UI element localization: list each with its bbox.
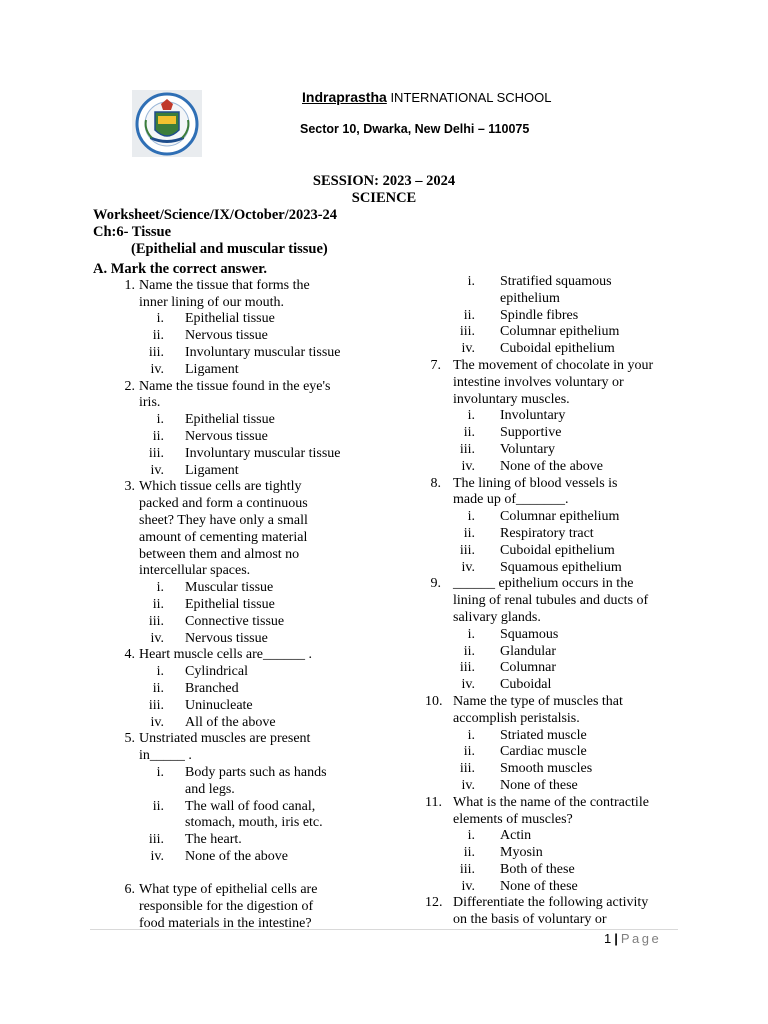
option-numeral: iv. <box>461 458 475 474</box>
answer-option <box>93 412 423 429</box>
question-number: 7. <box>430 357 441 373</box>
option-line: Nervous tissue <box>185 328 268 344</box>
question-line: The movement of chocolate in your <box>453 357 654 373</box>
answer-option <box>425 660 725 677</box>
option-numeral: ii. <box>152 596 164 612</box>
question-line: The lining of blood vessels is <box>453 475 618 491</box>
answer-option <box>425 526 725 543</box>
question-item <box>425 895 725 929</box>
question-line: salivary glands. <box>453 609 541 625</box>
option-numeral: iii. <box>459 660 475 676</box>
question-line: Which tissue cells are tightly <box>139 479 302 495</box>
question-line: Name the type of muscles that <box>453 693 623 709</box>
option-line: Muscular tissue <box>185 580 274 596</box>
option-line: None of these <box>500 777 578 793</box>
question-line: on the basis of voluntary or <box>453 912 607 928</box>
question-item <box>425 274 725 358</box>
answer-options <box>93 412 423 479</box>
question-line: packed and form a continuous <box>139 496 308 512</box>
question-text <box>93 731 423 765</box>
page-footer <box>604 931 661 948</box>
option-numeral: iii. <box>459 324 475 340</box>
answer-option <box>93 698 423 715</box>
question-number: 11. <box>425 794 442 810</box>
question-number: 8. <box>430 475 441 491</box>
option-numeral: i. <box>156 412 164 428</box>
question-line: ______ epithelium occurs in the <box>453 576 634 592</box>
option-line: Cuboidal epithelium <box>500 542 615 558</box>
answer-option <box>93 832 423 849</box>
answer-option <box>425 442 725 459</box>
question-item <box>425 694 725 795</box>
chapter-subtitle: (Epithelial and muscular tissue) <box>131 241 328 257</box>
answer-option <box>93 681 423 698</box>
option-numeral: iv. <box>461 341 475 357</box>
answer-options <box>425 274 725 358</box>
session-title: SESSION: 2023 – 2024 <box>312 173 456 189</box>
option-line: Involuntary <box>500 408 566 424</box>
question-line: made up of_______. <box>453 492 569 508</box>
option-line: Columnar epithelium <box>500 324 620 340</box>
option-line: Spindle fibres <box>500 307 579 323</box>
answer-option <box>425 761 725 778</box>
school-brand: Indraprastha <box>302 89 387 105</box>
subject-title: SCIENCE <box>351 190 417 206</box>
question-item <box>93 647 423 731</box>
answer-option <box>425 543 725 560</box>
option-numeral: iii. <box>148 613 164 629</box>
option-numeral: iv. <box>461 677 475 693</box>
question-text <box>93 882 423 932</box>
question-number: 3. <box>124 479 135 495</box>
option-numeral: ii. <box>152 680 164 696</box>
option-line: Involuntary muscular tissue <box>185 344 341 360</box>
question-item <box>93 278 423 379</box>
option-line: Glandular <box>500 643 556 659</box>
option-numeral: ii. <box>463 525 475 541</box>
question-line: amount of cementing material <box>139 529 308 545</box>
option-numeral: iv. <box>461 559 475 575</box>
option-numeral: i. <box>467 509 475 525</box>
question-line: elements of muscles? <box>453 811 573 827</box>
question-line: between them and almost no <box>139 546 300 562</box>
option-numeral: iv. <box>150 630 164 646</box>
question-line: accomplish peristalsis. <box>453 710 580 726</box>
option-numeral: iii. <box>459 861 475 877</box>
answer-options <box>93 311 423 378</box>
option-line: and legs. <box>185 781 235 797</box>
question-item <box>93 379 423 480</box>
right-column <box>425 274 725 929</box>
answer-option <box>425 341 725 358</box>
blank-line <box>93 866 423 883</box>
option-line: All of the above <box>185 714 276 730</box>
answer-option <box>93 446 423 463</box>
question-item <box>93 479 423 647</box>
page-number: 1 <box>604 931 612 946</box>
left-question-list <box>93 278 423 933</box>
answer-option <box>425 862 725 879</box>
option-numeral: i. <box>156 580 164 596</box>
question-text <box>425 476 725 510</box>
option-numeral: i. <box>156 311 164 327</box>
option-line: None of the above <box>185 848 289 864</box>
question-line: iris. <box>139 395 161 411</box>
answer-option <box>425 879 725 896</box>
question-number: 1. <box>124 277 135 293</box>
question-number: 10. <box>425 693 443 709</box>
option-numeral: ii. <box>463 307 475 323</box>
school-name-rest: INTERNATIONAL SCHOOL <box>390 90 552 105</box>
question-item <box>425 576 725 694</box>
answer-option <box>425 408 725 425</box>
question-line: Differentiate the following activity <box>453 895 649 911</box>
question-line: What is the name of the contractile <box>453 794 649 810</box>
answer-option <box>425 677 725 694</box>
question-line: intercellular spaces. <box>139 563 251 579</box>
question-item <box>93 731 423 865</box>
answer-options <box>425 828 725 895</box>
option-line: Columnar epithelium <box>500 509 620 525</box>
option-numeral: iii. <box>148 832 164 848</box>
answer-option <box>93 614 423 631</box>
answer-options <box>93 664 423 731</box>
question-number: 6. <box>124 882 135 898</box>
option-numeral: iv. <box>461 777 475 793</box>
question-text <box>425 895 725 929</box>
option-numeral: iii. <box>148 344 164 360</box>
question-item <box>425 358 725 476</box>
page-separator: | <box>614 931 618 946</box>
option-line: The heart. <box>185 832 242 848</box>
option-line: Cuboidal <box>500 677 552 693</box>
option-numeral: iii. <box>148 445 164 461</box>
option-numeral: i. <box>467 626 475 642</box>
question-line: Name the tissue found in the eye's <box>139 378 331 394</box>
option-line: Uninucleate <box>185 697 253 713</box>
answer-option <box>93 765 423 799</box>
worksheet-code: Worksheet/Science/IX/October/2023-24 <box>93 207 338 223</box>
option-numeral: i. <box>467 274 475 289</box>
question-line: responsible for the digestion of <box>139 899 314 915</box>
answer-option <box>93 664 423 681</box>
option-numeral: iv. <box>150 361 164 377</box>
option-numeral: iii. <box>148 697 164 713</box>
question-text <box>425 795 725 829</box>
answer-option <box>425 627 725 644</box>
answer-option <box>93 463 423 480</box>
answer-option <box>93 362 423 379</box>
option-line: Squamous <box>500 626 559 642</box>
answer-option <box>425 560 725 577</box>
option-line: Cuboidal epithelium <box>500 341 615 357</box>
answer-option <box>425 425 725 442</box>
school-address: Sector 10, Dwarka, New Delhi – 110075 <box>300 122 530 136</box>
answer-option <box>425 308 725 325</box>
chapter-title: Ch:6- Tissue <box>93 224 172 240</box>
option-numeral: iii. <box>459 761 475 777</box>
question-line: inner lining of our mouth. <box>139 294 285 310</box>
question-line: Unstriated muscles are present <box>139 731 311 747</box>
answer-options <box>425 728 725 795</box>
question-item <box>93 882 423 932</box>
footer-divider <box>90 929 678 930</box>
option-line: Branched <box>185 680 239 696</box>
school-logo <box>132 90 202 157</box>
question-line: Name the tissue that forms the <box>139 277 310 293</box>
option-numeral: ii. <box>152 328 164 344</box>
option-line: Ligament <box>185 462 239 478</box>
option-numeral: ii. <box>463 643 475 659</box>
answer-option <box>93 597 423 614</box>
answer-option <box>425 728 725 745</box>
question-item <box>425 795 725 896</box>
option-line: Involuntary muscular tissue <box>185 445 341 461</box>
answer-options <box>93 580 423 647</box>
right-question-list <box>425 274 725 929</box>
answer-option <box>425 509 725 526</box>
option-numeral: i. <box>467 727 475 743</box>
option-line: Columnar <box>500 660 556 676</box>
left-column <box>93 261 423 933</box>
section-a-heading: A. Mark the correct answer. <box>93 261 267 277</box>
option-line: Supportive <box>500 425 562 441</box>
option-line: Nervous tissue <box>185 630 268 646</box>
answer-option <box>425 845 725 862</box>
option-line: Body parts such as hands <box>185 764 327 780</box>
answer-option <box>425 324 725 341</box>
option-numeral: ii. <box>463 744 475 760</box>
option-numeral: i. <box>156 664 164 680</box>
option-numeral: iv. <box>150 462 164 478</box>
option-line: Cardiac muscle <box>500 744 587 760</box>
option-numeral: iv. <box>150 848 164 864</box>
answer-options <box>425 627 725 694</box>
question-text <box>93 647 423 664</box>
answer-option <box>425 828 725 845</box>
option-line: Stratified squamous <box>500 274 612 289</box>
option-line: Squamous epithelium <box>500 559 622 575</box>
option-line: Striated muscle <box>500 727 587 743</box>
question-number: 2. <box>124 378 135 394</box>
question-text <box>425 694 725 728</box>
question-item <box>425 476 725 577</box>
option-line: Epithelial tissue <box>185 596 275 612</box>
answer-option <box>93 631 423 648</box>
option-numeral: ii. <box>152 798 164 814</box>
question-line: What type of epithelial cells are <box>139 882 318 898</box>
option-line: epithelium <box>500 290 560 306</box>
option-line: The wall of food canal, <box>185 798 316 814</box>
answer-option <box>93 429 423 446</box>
question-text <box>425 358 725 408</box>
question-line: sheet? They have only a small <box>139 512 308 528</box>
answer-option <box>425 274 725 308</box>
answer-options <box>425 509 725 576</box>
option-numeral: i. <box>467 408 475 424</box>
option-numeral: iv. <box>150 714 164 730</box>
question-line: in_____ . <box>139 748 192 764</box>
option-line: Epithelial tissue <box>185 412 275 428</box>
option-numeral: ii. <box>152 428 164 444</box>
option-line: Voluntary <box>500 441 555 457</box>
answer-option <box>93 311 423 328</box>
question-number: 5. <box>124 731 135 747</box>
option-line: Nervous tissue <box>185 428 268 444</box>
option-line: Cylindrical <box>185 664 248 680</box>
school-name <box>302 89 552 107</box>
option-numeral: iv. <box>461 878 475 894</box>
option-numeral: ii. <box>463 845 475 861</box>
answer-options <box>425 408 725 475</box>
answer-option <box>93 849 423 866</box>
question-text <box>425 576 725 626</box>
option-line: None of these <box>500 878 578 894</box>
question-text <box>93 479 423 580</box>
option-numeral: ii. <box>463 425 475 441</box>
question-number: 4. <box>124 647 135 663</box>
question-number: 9. <box>430 576 441 592</box>
question-text <box>93 379 423 413</box>
question-number: 12. <box>425 895 443 911</box>
answer-option <box>425 778 725 795</box>
question-line: intestine involves voluntary or <box>453 374 624 390</box>
page-word: Page <box>620 931 662 946</box>
option-numeral: i. <box>467 828 475 844</box>
answer-options <box>93 765 423 866</box>
option-line: Smooth muscles <box>500 761 593 777</box>
option-line: Respiratory tract <box>500 525 594 541</box>
option-line: None of the above <box>500 458 604 474</box>
answer-option <box>93 799 423 833</box>
answer-option <box>425 459 725 476</box>
question-text <box>93 278 423 312</box>
option-numeral: iii. <box>459 441 475 457</box>
question-line: Heart muscle cells are______ . <box>139 647 312 663</box>
option-line: Myosin <box>500 845 543 861</box>
option-line: Connective tissue <box>185 613 285 629</box>
answer-option <box>93 715 423 732</box>
option-line: stomach, mouth, iris etc. <box>185 815 323 831</box>
question-line: involuntary muscles. <box>453 391 570 407</box>
answer-option <box>425 644 725 661</box>
option-numeral: iii. <box>459 542 475 558</box>
question-line: food materials in the intestine? <box>139 916 312 932</box>
option-line: Actin <box>500 828 532 844</box>
answer-option <box>425 744 725 761</box>
option-line: Epithelial tissue <box>185 311 275 327</box>
option-line: Both of these <box>500 861 575 877</box>
option-numeral: i. <box>156 764 164 780</box>
question-line: lining of renal tubules and ducts of <box>453 593 649 609</box>
option-line: Ligament <box>185 361 239 377</box>
answer-option <box>93 580 423 597</box>
answer-option <box>93 328 423 345</box>
answer-option <box>93 345 423 362</box>
